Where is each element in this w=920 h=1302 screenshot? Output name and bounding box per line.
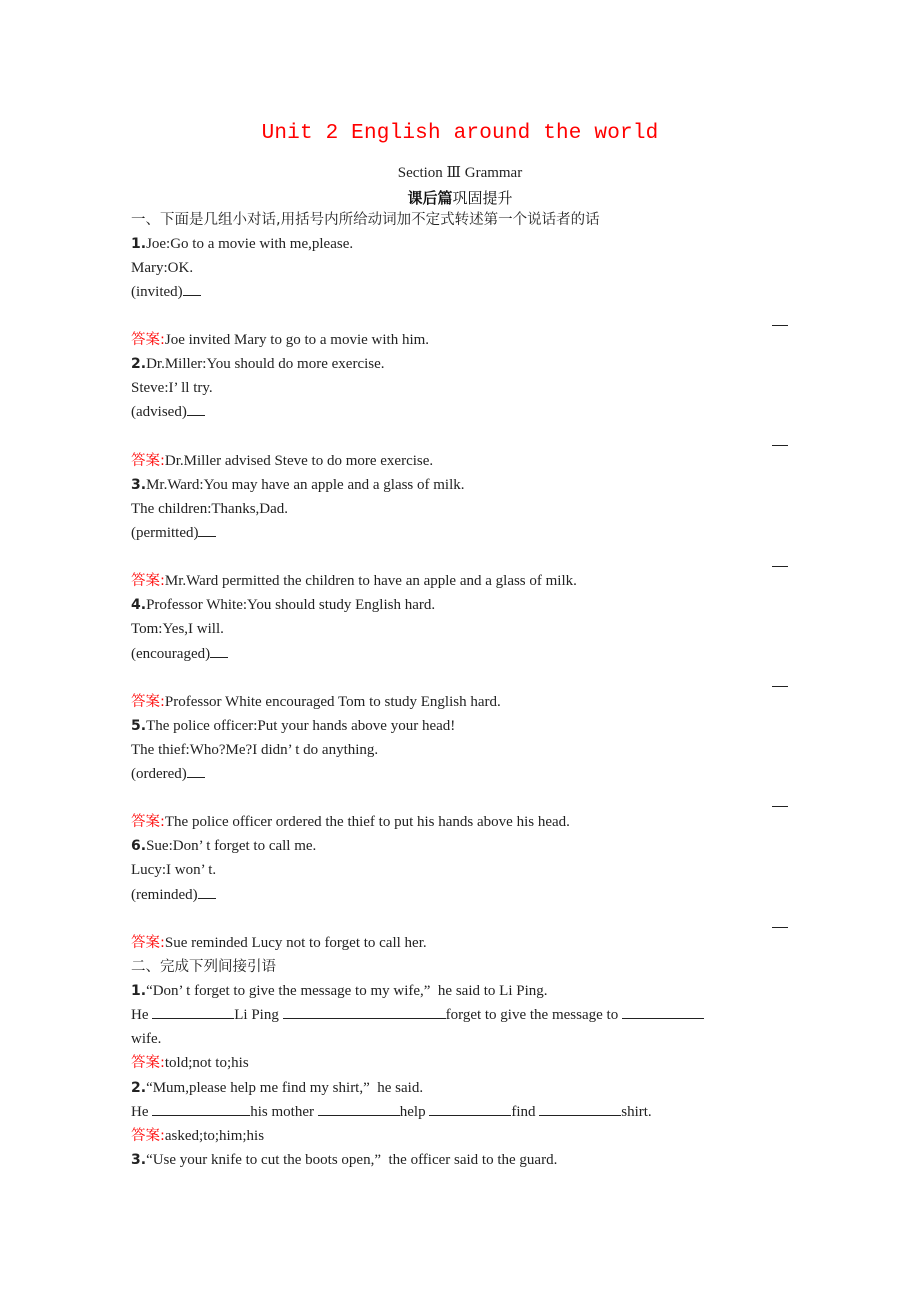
part1-item2-line2: Steve:I’ ll try. [131, 380, 213, 396]
dialogue-text: Dr.Miller:You should do more exercise. [146, 356, 385, 372]
part1-item5-verb [131, 763, 205, 785]
part1-item6-line1 [131, 835, 316, 857]
fill-blank-3[interactable] [429, 1101, 511, 1116]
part2-item1-answer [131, 1052, 249, 1074]
quote-text: “Use your knife to cut the boots open,” the officer said to the guard. [146, 1152, 558, 1168]
part1-item5-line2: The thief:Who?Me?I didn’ t do anything. [131, 742, 379, 758]
answer-blank-end[interactable] [772, 927, 788, 928]
fill-text: He [131, 1104, 153, 1120]
dialogue-text: Mr.Ward:You may have an apple and a glass of milk. [146, 477, 465, 493]
part1-item2-verb [131, 401, 205, 423]
item-number: 3. [131, 477, 147, 493]
part1-item1-line2: Mary:OK. [131, 260, 194, 276]
part1-item1-verb [131, 281, 201, 303]
answer-blank[interactable] [183, 281, 201, 296]
answer-blank-end[interactable] [772, 806, 788, 807]
item-number: 1. [131, 236, 147, 252]
document-title: Unit 2 English around the world [261, 122, 659, 145]
answer-text: Dr.Miller advised Steve to do more exercise. [164, 453, 434, 469]
sub-heading [0, 187, 920, 208]
part1-item5-line1 [131, 715, 455, 737]
answer-blank[interactable] [187, 763, 205, 778]
fill-text: Li Ping [234, 1007, 283, 1023]
answer-blank[interactable] [187, 401, 205, 416]
fill-text: shirt. [621, 1104, 652, 1120]
fill-blank-4[interactable] [539, 1101, 621, 1116]
fill-text: find [511, 1104, 540, 1120]
answer-text: told;not to;his [164, 1055, 249, 1071]
answer-label: 答案: [131, 1055, 165, 1071]
answer-text: The police officer ordered the thief to put his hands above his head. [164, 814, 570, 830]
fill-blank-3[interactable] [622, 1004, 704, 1019]
fill-text: forget to give the message to [445, 1007, 622, 1023]
answer-label: 答案: [131, 694, 165, 710]
part1-item6-line2: Lucy:I won’ t. [131, 862, 217, 878]
answer-text: asked;to;him;his [164, 1128, 265, 1144]
part2-item2-quote [131, 1077, 423, 1099]
item-number: 5. [131, 718, 147, 734]
part1-item4-verb [131, 643, 228, 665]
item-number: 1. [131, 983, 147, 999]
answer-blank[interactable] [198, 522, 216, 537]
sub-heading-rest: 巩固提升 [452, 189, 513, 207]
part2-item1-quote [131, 980, 548, 1002]
part2-item2-fill [131, 1101, 652, 1123]
answer-blank[interactable] [198, 884, 216, 899]
section-title: Section Ⅲ Grammar [397, 165, 523, 181]
answer-text: Mr.Ward permitted the children to have an apple and a glass of milk. [164, 573, 577, 589]
answer-blank-end[interactable] [772, 325, 788, 326]
dialogue-text: Sue:Don’ t forget to call me. [146, 838, 317, 854]
part1-item4-answer [131, 691, 501, 713]
quote-text: “Don’ t forget to give the message to my wife,” he said to Li Ping. [146, 983, 548, 999]
part2-item2-answer [131, 1125, 264, 1147]
fill-text: help [399, 1104, 430, 1120]
fill-blank-2[interactable] [318, 1101, 400, 1116]
part1-item3-line2: The children:Thanks,Dad. [131, 501, 289, 517]
verb-hint: (reminded) [131, 887, 198, 903]
part2-heading: 二、完成下列间接引语 [131, 959, 276, 975]
part2-item1-fill-tail: wife. [131, 1031, 162, 1047]
verb-hint: (permitted) [131, 525, 199, 541]
answer-blank-end[interactable] [772, 686, 788, 687]
answer-blank[interactable] [210, 643, 228, 658]
item-number: 6. [131, 838, 147, 854]
part1-item5-answer [131, 811, 570, 833]
quote-text: “Mum,please help me find my shirt,” he said. [146, 1080, 424, 1096]
dialogue-text: Professor White:You should study English hard. [146, 597, 436, 613]
fill-text: his mother [250, 1104, 318, 1120]
part1-item3-line1 [131, 474, 465, 496]
part1-item2-line1 [131, 353, 385, 375]
answer-text: Professor White encouraged Tom to study English hard. [164, 694, 501, 710]
verb-hint: (ordered) [131, 766, 187, 782]
item-number: 2. [131, 356, 147, 372]
answer-label: 答案: [131, 1128, 165, 1144]
answer-label: 答案: [131, 453, 165, 469]
part1-heading: 一、下面是几组小对话,用括号内所给动词加不定式转述第一个说话者的话 [131, 212, 600, 228]
part1-item4-line1 [131, 594, 435, 616]
verb-hint: (invited) [131, 284, 183, 300]
item-number: 4. [131, 597, 147, 613]
part1-item2-answer [131, 450, 433, 472]
fill-blank-1[interactable] [152, 1004, 234, 1019]
part1-item3-answer [131, 570, 577, 592]
verb-hint: (encouraged) [131, 646, 211, 662]
part1-item6-answer [131, 932, 427, 954]
item-number: 2. [131, 1080, 147, 1096]
part1-item6-verb [131, 884, 216, 906]
fill-text: He [131, 1007, 153, 1023]
dialogue-text: Joe:Go to a movie with me,please. [146, 236, 354, 252]
part2-item3-quote [131, 1149, 557, 1171]
fill-blank-1[interactable] [152, 1101, 250, 1116]
part1-item3-verb [131, 522, 216, 544]
fill-blank-2[interactable] [283, 1004, 446, 1019]
part1-item1-line1 [131, 233, 353, 255]
item-number: 3. [131, 1152, 147, 1168]
verb-hint: (advised) [131, 404, 187, 420]
part1-item1-answer [131, 329, 429, 351]
answer-blank-end[interactable] [772, 566, 788, 567]
sub-heading-bold: 课后篇 [407, 189, 453, 207]
answer-label: 答案: [131, 573, 165, 589]
answer-text: Joe invited Mary to go to a movie with him. [164, 332, 430, 348]
part1-item4-line2: Tom:Yes,I will. [131, 621, 224, 637]
part2-item1-fill [131, 1004, 704, 1026]
answer-label: 答案: [131, 935, 165, 951]
answer-label: 答案: [131, 332, 165, 348]
answer-text: Sue reminded Lucy not to forget to call her. [164, 935, 427, 951]
dialogue-text: The police officer:Put your hands above your head! [146, 718, 456, 734]
answer-label: 答案: [131, 814, 165, 830]
answer-blank-end[interactable] [772, 445, 788, 446]
